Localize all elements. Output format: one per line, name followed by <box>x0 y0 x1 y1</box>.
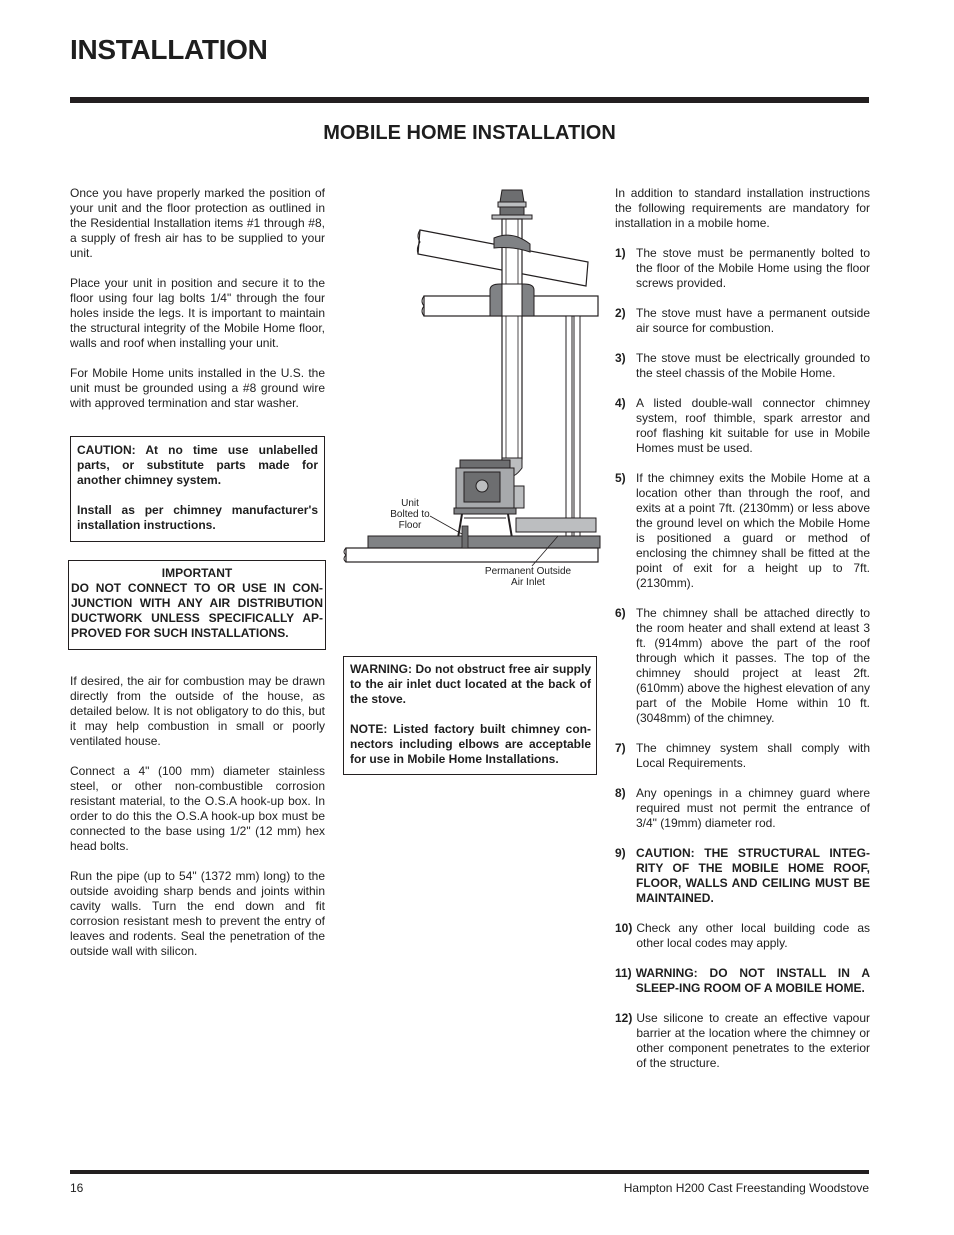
chimney-pipe <box>502 219 522 459</box>
mobile-home-installation-diagram <box>340 186 602 598</box>
floor-protection <box>516 518 596 532</box>
page-number: 16 <box>70 1181 84 1195</box>
requirements-intro: In addition to standard installation instructions the following requirements are mandatory for installation in a mobile home. <box>615 186 870 230</box>
item-number: 11) <box>615 966 632 980</box>
paragraph: Place your unit in position and secure it to the floor using four lag bolts 1/4" through the four holes inside the legs. It is important to maintain the structural integrity of the Mobile Home floor, walls and roof when installing your unit. <box>70 276 325 350</box>
air-inlet-duct <box>462 526 468 548</box>
list-item <box>615 351 870 381</box>
unit-leader-line <box>430 516 462 534</box>
warning-box <box>343 656 597 775</box>
caution-box <box>70 436 325 542</box>
item-number: 6) <box>615 606 626 620</box>
footer-title: Hampton H200 Cast Freestanding Woodstove <box>623 1181 869 1195</box>
note-text: NOTE: Listed factory built chimney con-nectors including elbows are acceptable for use in Mobile Home Installations. <box>350 722 591 766</box>
footer-rule <box>70 1170 869 1174</box>
important-box <box>68 560 326 650</box>
list-item <box>615 846 870 906</box>
wall <box>566 316 580 548</box>
item-text: The chimney shall be attached directly to the room heater and shall extend at least 3 ft. (914mm) above the part of the roof through which it passes. The top of the chimney should project at least 2ft. (610mm) above the highest elevation of any part of the Mobile Home within 10 ft. (3048mm) of the chimney. <box>636 606 870 725</box>
paragraph: If desired, the air for combustion may be drawn directly from the outside of the house, as detailed below. It is not obligatory to do this, but it may help combustion in small or poorly ventilated house. <box>70 674 325 748</box>
item-text: CAUTION: THE STRUCTURAL INTEG-RITY OF THE MOBILE HOME ROOF, FLOOR, WALLS AND CEILING MUST BE MAINTAINED. <box>636 846 870 905</box>
item-text: Check any other local building code as other local codes may apply. <box>636 921 870 950</box>
label-unit: Floor <box>398 520 422 531</box>
section-title: MOBILE HOME INSTALLATION <box>323 122 616 144</box>
item-number: 9) <box>615 846 626 860</box>
caution-text: CAUTION: At no time use unlabelled parts, or substitute parts made for another chimney system. <box>77 443 318 487</box>
item-text: If the chimney exits the Mobile Home at a location other than through the roof, and exits at a point 7ft. (2130mm) or less above the ground level on which the Mobile Home is positioned a guard or method of enclosing the chimney shall be fitted at the point of exit for a height up to 7ft. (2130mm). <box>636 471 870 590</box>
item-text: The stove must be electrically grounded to the steel chassis of the Mobile Home. <box>636 351 870 380</box>
item-number: 1) <box>615 246 626 260</box>
item-text: WARNING: DO NOT INSTALL IN A SLEEP-ING ROOM OF A MOBILE HOME. <box>635 966 870 995</box>
list-item <box>615 741 870 771</box>
requirements-list <box>615 246 870 1071</box>
item-number: 3) <box>615 351 626 365</box>
item-text: Use silicone to create an effective vapour barrier at the location where the chimney or other component penetrates to the exterior of the structure. <box>636 1011 870 1070</box>
item-number: 12) <box>615 1011 633 1025</box>
list-item <box>615 306 870 336</box>
item-text: The chimney system shall comply with Local Requirements. <box>636 741 870 770</box>
item-number: 5) <box>615 471 626 485</box>
list-item <box>615 921 870 951</box>
label-unit: Bolted to <box>390 509 430 520</box>
item-text: The stove must be permanently bolted to the floor of the Mobile Home using the floor screws provided. <box>636 246 870 290</box>
item-number: 10) <box>615 921 633 935</box>
item-text: Any openings in a chimney guard where required must not permit the entrance of 3/4" (19mm) diameter rod. <box>636 786 870 830</box>
list-item <box>615 1011 870 1071</box>
list-item <box>615 786 870 831</box>
list-item <box>615 471 870 591</box>
floor <box>344 536 600 562</box>
item-text: A listed double-wall connector chimney system, roof thimble, spark arrestor and roof flashing kit suitable for use in Mobile Homes must be used. <box>636 396 870 455</box>
header-rule <box>70 97 869 103</box>
list-item <box>615 966 870 996</box>
important-text: DO NOT CONNECT TO OR USE IN CON-JUNCTION WITH ANY AIR DISTRIBUTION DUCTWORK UNLESS SPECIFICALLY AP-PROVED FOR SUCH INSTALLATIONS. <box>71 581 323 640</box>
item-number: 4) <box>615 396 626 410</box>
label-air-inlet: Air Inlet <box>511 577 545 588</box>
paragraph: Connect a 4" (100 mm) diameter stainless steel, or other non-combustible corrosion resistant material, to the O.S.A hook-up box. In order to do this the O.S.A hook-up box must be connected to the base using 1/2" (12 mm) hex head bolts. <box>70 764 325 853</box>
label-air-inlet: Permanent Outside <box>484 566 572 577</box>
list-item <box>615 396 870 456</box>
page-title: INSTALLATION <box>70 34 268 65</box>
item-number: 8) <box>615 786 626 800</box>
caution-instructions: Install as per chimney manufacturer's installation instructions. <box>77 503 318 532</box>
item-number: 2) <box>615 306 626 320</box>
warning-text: WARNING: Do not obstruct free air supply to the air inlet duct located at the back of the stove. <box>350 662 591 706</box>
list-item <box>615 246 870 291</box>
important-title: IMPORTANT <box>161 566 233 580</box>
paragraph: Run the pipe (up to 54" (1372 mm) long) to the outside avoiding sharp bends and joints within cavity walls. Turn the end down and fit corrosion resistant mesh to prevent the entry of leaves and rodents. Seal the penetration of the outside wall with silicon. <box>70 869 325 958</box>
paragraph: For Mobile Home units installed in the U.S. the unit must be grounded using a #8 ground wire with approved termination and star washer. <box>70 366 325 410</box>
item-number: 7) <box>615 741 626 755</box>
label-unit: Unit <box>401 498 419 509</box>
item-text: The stove must have a permanent outside air source for combustion. <box>636 306 870 335</box>
right-column-requirements <box>615 186 870 1086</box>
left-column-intro <box>70 186 325 426</box>
list-item <box>615 606 870 726</box>
chimney-cap <box>492 190 532 219</box>
left-column-air-supply <box>70 674 325 974</box>
paragraph: Once you have properly marked the position of your unit and the floor protection as outlined in the Residential Installation items #1 through #8, a supply of fresh air has to be supplied to your unit. <box>70 186 325 260</box>
